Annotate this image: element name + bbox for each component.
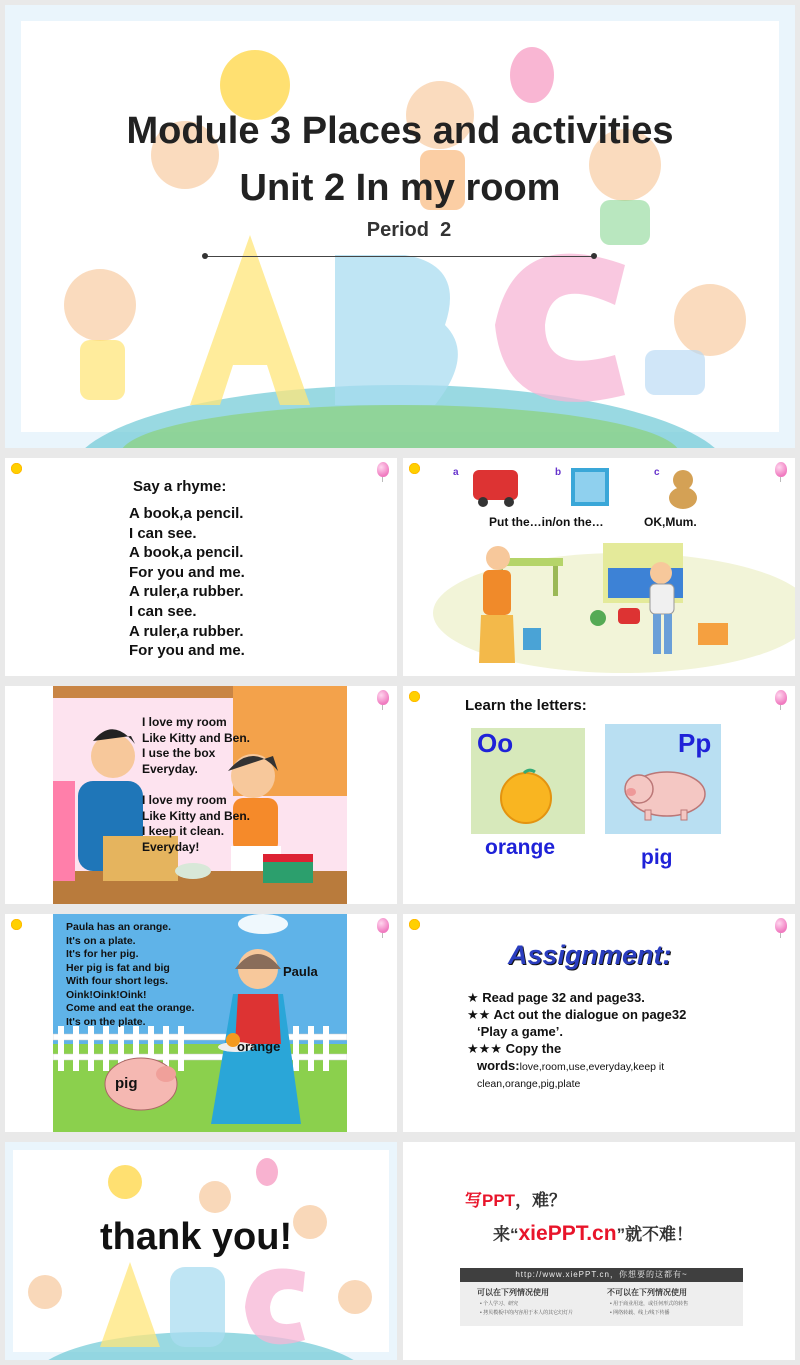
rhyme-line: A ruler,a rubber. — [129, 583, 244, 601]
sun-icon — [408, 690, 421, 703]
assignment-item-2-cont: ‘Play a game’. — [477, 1024, 563, 1039]
star-icon: ★ — [467, 990, 479, 1005]
story-text — [66, 921, 194, 1029]
letter-oo: Oo — [477, 728, 514, 758]
label-orange: orange — [237, 1039, 281, 1054]
title-unit: Unit 2 In my room — [239, 167, 561, 209]
item-label-b: b — [555, 467, 562, 478]
sun-icon — [408, 918, 421, 931]
slide-song — [5, 686, 397, 904]
usage-allowed-item: • 个人学习、研究 — [480, 1301, 519, 1307]
rhyme-line: I can see. — [129, 602, 197, 620]
assignment-words-cont: clean,orange,pig,plate — [477, 1078, 581, 1090]
word-orange: orange — [485, 836, 556, 859]
song-line: Everyday! — [142, 839, 200, 854]
assignment-item-3: ★★★ Copy the — [467, 1041, 562, 1056]
song-line: I keep it clean. — [142, 824, 225, 839]
assignment-list — [467, 989, 686, 1093]
ad-line-2: 来“xiePPT.cn”就不难！ — [493, 1222, 694, 1245]
usage-forbidden-title: 不可以在下列情况使用 — [607, 1288, 687, 1297]
balloon-icon — [377, 918, 389, 933]
pig-icon — [619, 764, 709, 824]
divider-dot-left — [202, 253, 208, 259]
item-label-c: c — [654, 467, 660, 478]
balloon-icon — [377, 690, 389, 705]
usage-forbidden-item: • 网络转载、线上/线下传播 — [610, 1310, 670, 1316]
song-line: Like Kitty and Ben. — [142, 808, 251, 823]
assignment-item-2: ★★ Act out the dialogue on page32 — [467, 1007, 687, 1022]
rhyme-line: I can see. — [129, 524, 197, 542]
song-line: Like Kitty and Ben. — [142, 730, 251, 745]
song-line: I use the box — [142, 746, 216, 761]
rhyme-heading: Say a rhyme: — [133, 478, 227, 495]
rhyme-line: A ruler,a rubber. — [129, 622, 244, 640]
rhyme-line: A book,a pencil. — [129, 544, 244, 562]
label-pig: pig — [115, 1075, 138, 1092]
thanks-text: thank you! — [100, 1216, 293, 1258]
usage-allowed-title: 可以在下列情况使用 — [477, 1288, 549, 1297]
slide-story — [5, 914, 397, 1132]
letter-pp: Pp — [678, 728, 712, 758]
slide-put — [403, 458, 795, 676]
item-label-a: a — [453, 467, 459, 478]
rhyme-line: For you and me. — [129, 642, 245, 660]
label-paula: Paula — [283, 964, 318, 979]
song-line: I love my room — [142, 715, 227, 729]
rhyme-lines — [129, 504, 245, 661]
assignment-words: words:love,room,use,everyday,keep it — [477, 1058, 665, 1073]
word-pig: pig — [641, 846, 673, 869]
usage-forbidden-item: • 用于商业用途，或任何形式的转售 — [610, 1301, 689, 1307]
star-icon: ★★ — [467, 1007, 491, 1022]
slide-thanks — [5, 1142, 397, 1360]
rhyme-line: A book,a pencil. — [129, 505, 244, 522]
sun-icon — [10, 918, 23, 931]
rhyme-line: For you and me. — [129, 563, 245, 581]
ad-usage-panel — [460, 1282, 743, 1326]
story-line: It's on the plate. — [66, 1015, 146, 1028]
assignment-title: Assignment: — [508, 940, 672, 970]
song-line — [142, 777, 250, 793]
put-scene-illustration — [403, 458, 795, 676]
speech-put: Put the…in/on the… — [489, 515, 604, 529]
story-line: Her pig is fat and big — [66, 961, 170, 974]
title-module: Module 3 Places and activities — [126, 110, 674, 152]
title-period: Period 2 — [366, 219, 452, 241]
slide-letters — [403, 686, 795, 904]
song-line: I love my room — [142, 792, 227, 807]
song-lyrics — [142, 715, 250, 855]
divider-dot-right — [591, 253, 597, 259]
title-divider — [205, 256, 595, 257]
balloon-icon — [775, 918, 787, 933]
star-icon: ★★★ — [467, 1041, 502, 1056]
slide-ad — [403, 1142, 795, 1360]
story-line: Oink!Oink!Oink! — [66, 988, 147, 1001]
slide-rhyme — [5, 458, 397, 676]
ad-banner: http://www.xiePPT.cn，你想要的这都有~ — [460, 1268, 743, 1282]
assignment-item-1: ★ Read page 32 and page33. — [467, 990, 645, 1005]
usage-allowed-item: • 拷贝模板中的内容用于本人的其它幻灯片 — [480, 1310, 574, 1316]
story-line: Come and eat the orange. — [66, 1002, 195, 1014]
speech-ok: OK,Mum. — [644, 515, 697, 529]
story-line: It's for her pig. — [66, 948, 139, 960]
orange-icon — [497, 768, 555, 824]
sun-icon — [10, 462, 23, 475]
song-line: Everyday. — [142, 761, 198, 776]
slide-assignment — [403, 914, 795, 1132]
ad-line-1: 写PPT，难？ — [465, 1191, 567, 1210]
title-slide — [5, 5, 795, 448]
balloon-icon — [775, 690, 787, 705]
story-line: It's on a plate. — [66, 934, 136, 947]
story-line: With four short legs. — [66, 975, 168, 987]
letters-heading: Learn the letters: — [465, 697, 587, 714]
story-line: Paula has an orange. — [66, 921, 172, 933]
balloon-icon — [377, 462, 389, 477]
